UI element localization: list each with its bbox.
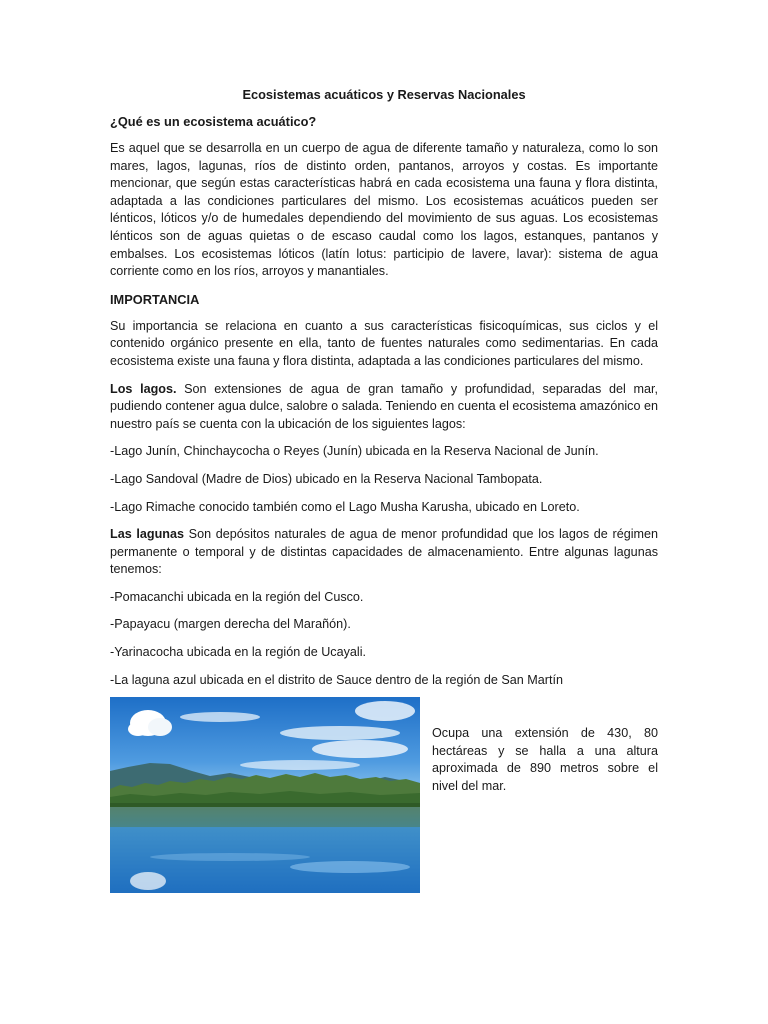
document-title: Ecosistemas acuáticos y Reservas Nacionales	[242, 87, 526, 102]
importance-paragraph: Su importancia se relaciona en cuanto a sus características fisicoquímicas, sus ciclos y el contenido orgánico presente en ella, tanto de fuentes naturales como sedimentarias. En cada ecosistema existe una fauna y flora distinta, adaptada a las condiciones particulares del mismo.	[110, 318, 658, 368]
lagoon-figure	[110, 697, 658, 893]
lagoon-item: -Papayacu (margen derecha del Marañón).	[110, 617, 351, 632]
lagoon-item: -La laguna azul ubicada en el distrito de Sauce dentro de la región de San Martín	[110, 672, 563, 687]
lagoons-text: Son depósitos naturales de agua de menor profundidad que los lagos de régimen permanente o temporal y de distintas capacidades de almacenamiento. Entre algunas lagunas tenemos:	[110, 527, 658, 577]
intro-paragraph: Es aquel que se desarrolla en un cuerpo de agua de diferente tamaño y naturaleza, como lo son mares, lagos, lagunas, ríos de distinto orden, pantanos, arroyos y costas. Es importante mencionar, que según estas características habrá en cada ecosistema una fauna y flora distinta, adaptada a las condiciones particulares del mismo. Los ecosistemas acuáticos pueden ser lénticos, lóticos y/o de humedales dependiendo del movimiento de sus aguas. Los ecosistemas lénticos son de aguas quietas o de escaso caudal como los lagos, estanques, pantanos y embalses. Los ecosistemas lóticos (latín lotus: participio de lavere, lavar): sistema de agua corriente como en los ríos, arroyos y manantiales.	[110, 141, 658, 279]
photo-caption: Ocupa una extensión de 430, 80 hectáreas y se halla a una altura aproximada de 890 metros sobre el nivel del mar.	[432, 726, 658, 793]
lagoon-photo	[110, 697, 420, 893]
lake-item: -Lago Junín, Chinchaycocha o Reyes (Junín) ubicada en la Reserva Nacional de Junín.	[110, 444, 599, 459]
lagoons-paragraph	[110, 526, 658, 579]
importance-heading: IMPORTANCIA	[110, 291, 200, 307]
lakes-paragraph	[110, 381, 658, 434]
lakes-text: Son extensiones de agua de gran tamaño y profundidad, separadas del mar, pudiendo contener agua dulce, salobre o salada. Teniendo en cuenta el ecosistema amazónico en nuestro país se cuenta con la ubicación de los siguientes lagos:	[110, 381, 658, 431]
lagoon-item: -Pomacanchi ubicada en la región del Cusco.	[110, 589, 364, 604]
document-body	[110, 86, 658, 699]
lagoons-label: Las lagunas	[110, 527, 184, 542]
lagoon-item: -Yarinacocha ubicada en la región de Ucayali.	[110, 645, 366, 660]
lakes-label: Los lagos.	[110, 381, 177, 396]
lake-item: -Lago Rimache conocido también como el Lago Musha Karusha, ubicado en Loreto.	[110, 499, 580, 514]
lake-item: -Lago Sandoval (Madre de Dios) ubicado en la Reserva Nacional Tambopata.	[110, 471, 543, 486]
question-heading: ¿Qué es un ecosistema acuático?	[110, 114, 317, 129]
